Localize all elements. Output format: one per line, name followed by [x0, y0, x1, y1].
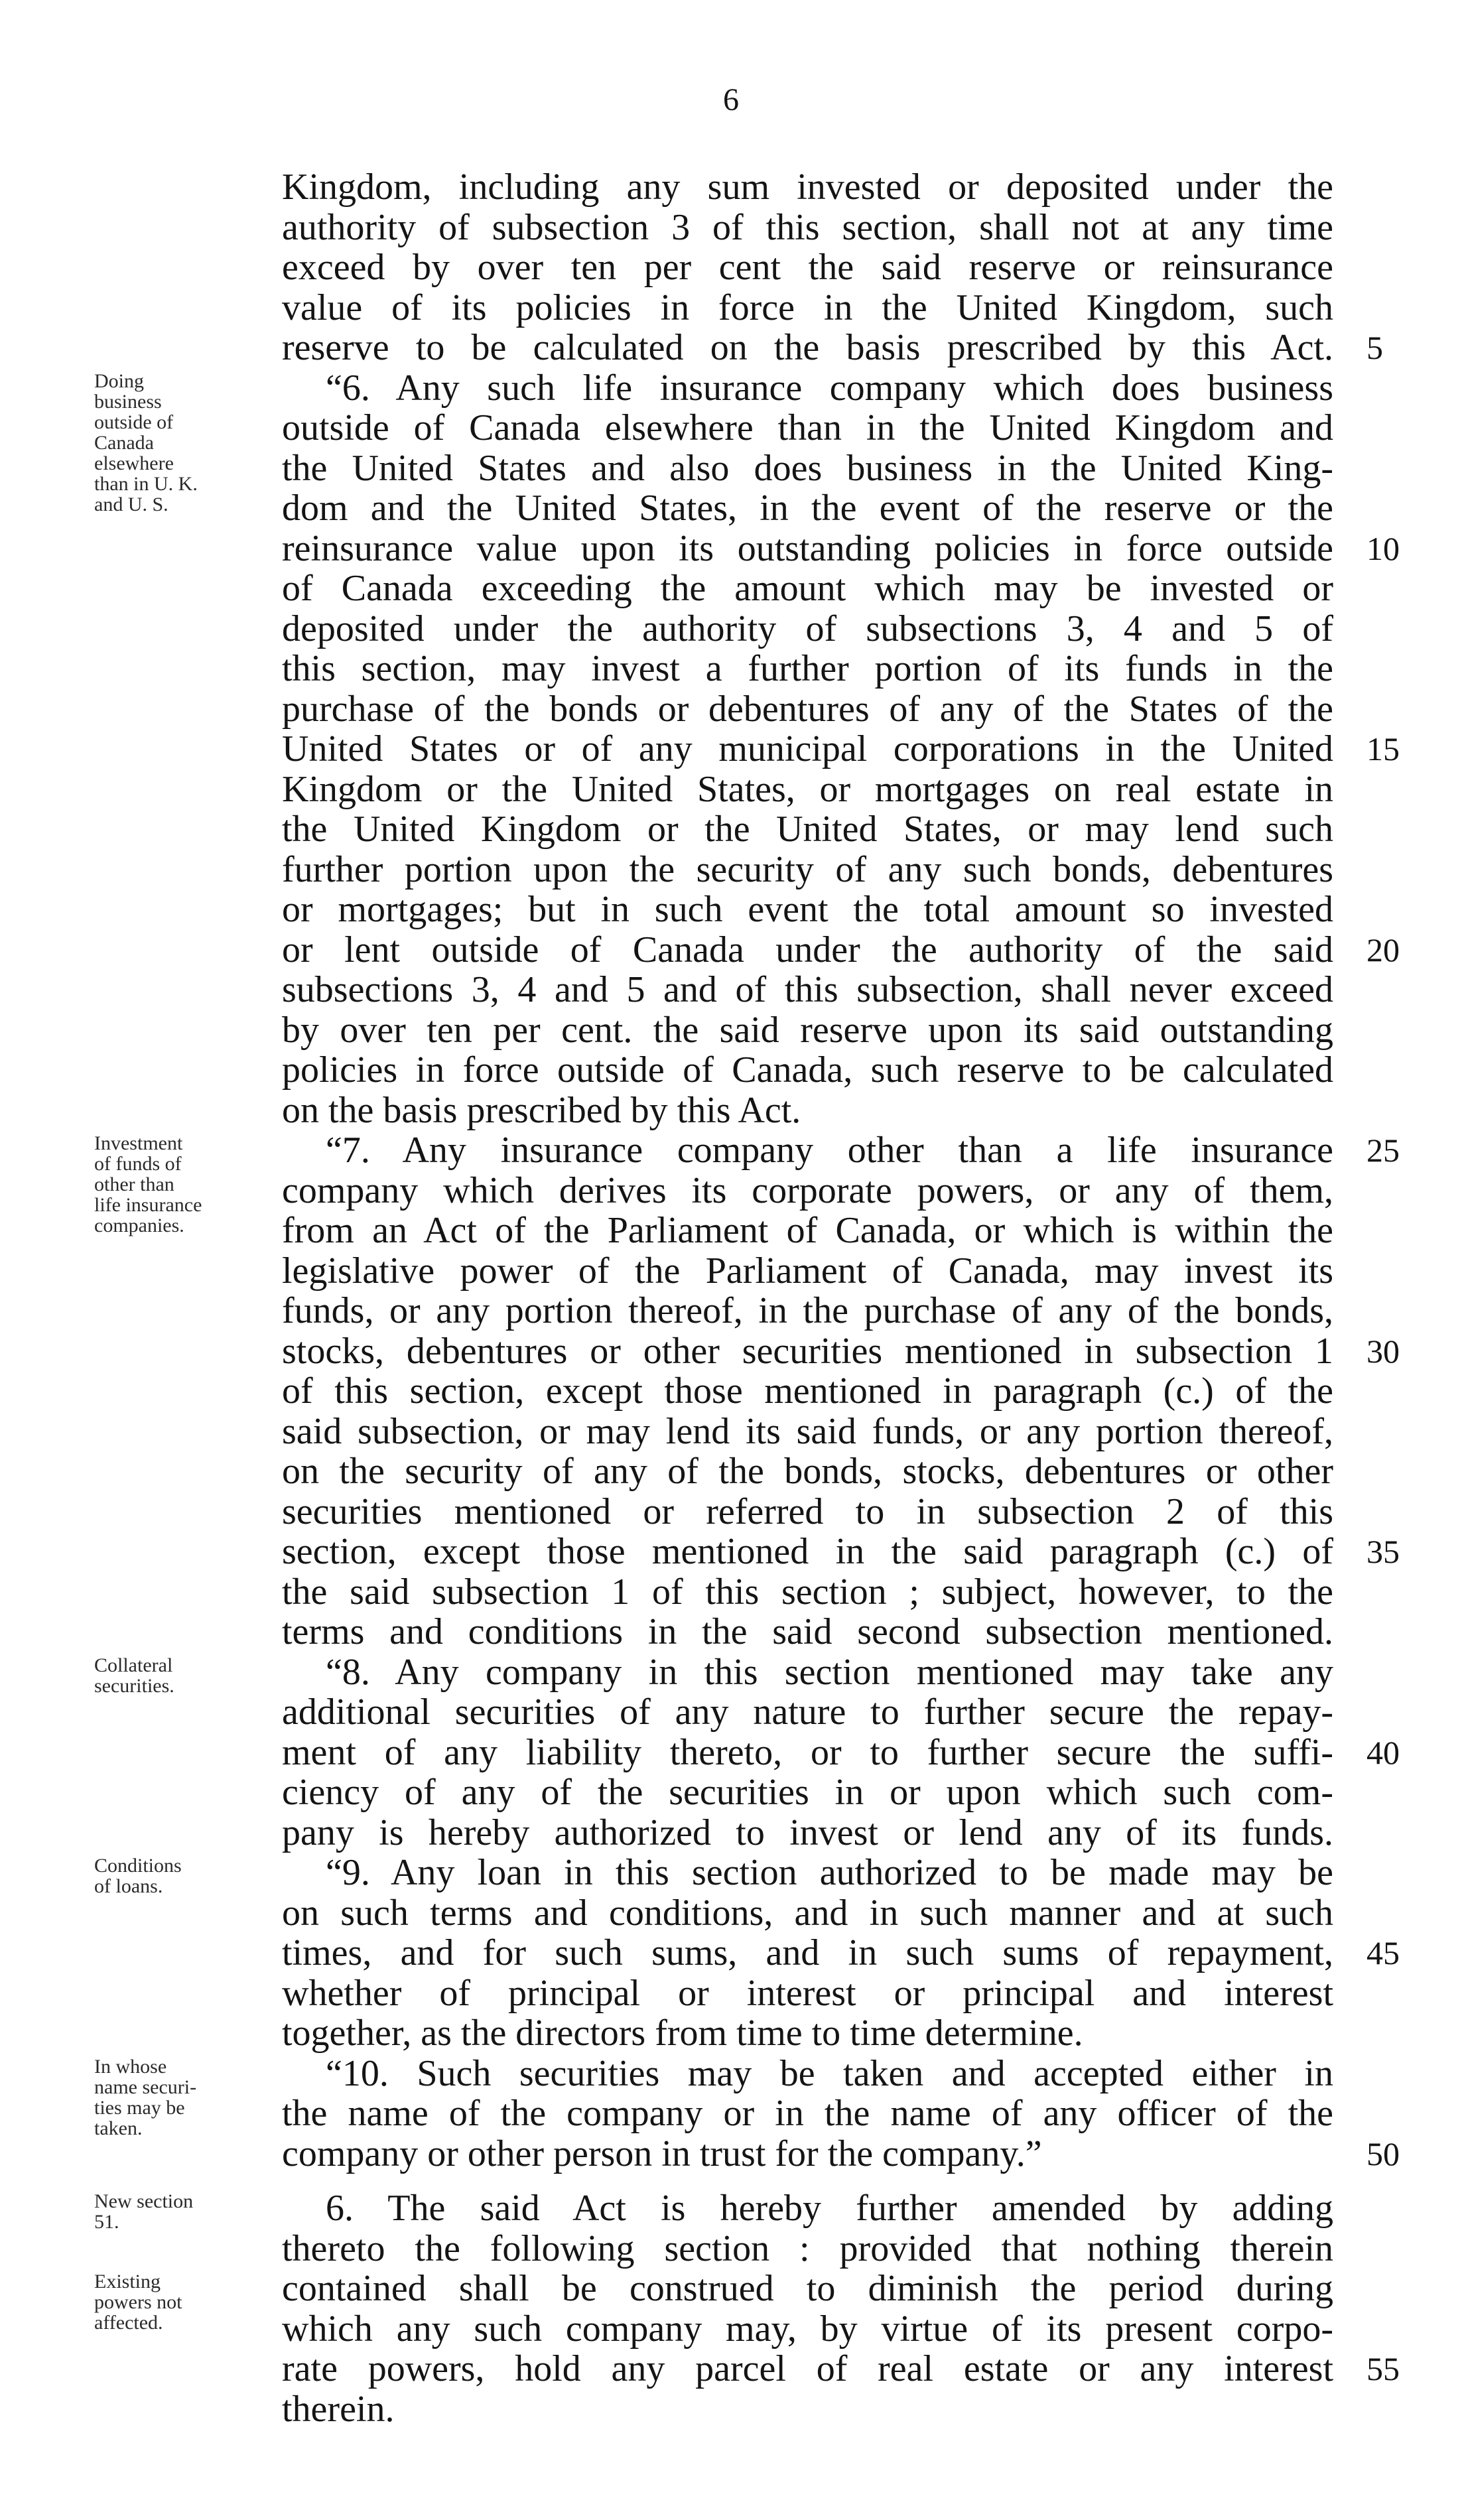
text-line: thereto the following section : provided that nothing therein [282, 2229, 1333, 2269]
line-number: 45 [1366, 1934, 1400, 1971]
margin-note-line: 51. [94, 2211, 119, 2233]
margin-note-collateral [94, 1655, 253, 1696]
text-line: by over ten per cent. the said reserve upon its said outstanding [282, 1010, 1333, 1050]
text-line: whether of principal or interest or principal and interest [282, 1973, 1333, 2013]
margin-note-line: Conditions [94, 1855, 182, 1877]
margin-note-line: other than [94, 1173, 174, 1195]
text-line: this section, may invest a further portion of its funds in the [282, 649, 1333, 689]
text-line: reserve to be calculated on the basis prescribed by this Act. [282, 328, 1333, 367]
text-line: “7. Any insurance company other than a life insurance [326, 1130, 1333, 1170]
margin-note-doing-business [94, 371, 253, 515]
margin-note-line: securities. [94, 1675, 174, 1697]
text-line: authority of subsection 3 of this section, shall not at any time [282, 208, 1333, 247]
margin-note-line: taken. [94, 2117, 143, 2139]
text-line: the United States and also does business in the United King- [282, 448, 1333, 488]
margin-note-line: Investment [94, 1132, 183, 1154]
text-line: exceed by over ten per cent the said reserve or reinsurance [282, 247, 1333, 287]
text-line: purchase of the bonds or debentures of any of the States of the [282, 689, 1333, 729]
text-line: of this section, except those mentioned in paragraph (c.) of the [282, 1371, 1333, 1411]
text-line: reinsurance value upon its outstanding policies in force outside [282, 529, 1333, 568]
text-line: from an Act of the Parliament of Canada, or which is within the [282, 1211, 1333, 1250]
margin-note-line: Canada [94, 432, 154, 454]
text-line: securities mentioned or referred to in subsection 2 of this [282, 1492, 1333, 1532]
text-line: policies in force outside of Canada, such reserve to be calculated [282, 1050, 1333, 1090]
margin-note-line: business [94, 391, 162, 413]
text-line: contained shall be construed to diminish the period during [282, 2269, 1333, 2308]
line-number: 25 [1366, 1132, 1400, 1169]
line-number: 20 [1366, 931, 1400, 968]
line-number: 35 [1366, 1533, 1400, 1570]
text-line: further portion upon the security of any such bonds, debentures [282, 850, 1333, 890]
text-line: pany is hereby authorized to invest or lend any of its funds. [282, 1813, 1333, 1853]
text-line: company which derives its corporate powers, or any of them, [282, 1171, 1333, 1211]
text-line: said subsection, or may lend its said funds, or any portion thereof, [282, 1412, 1333, 1451]
text-line: ciency of any of the securities in or upon which such com- [282, 1772, 1333, 1812]
text-line: times, and for such sums, and in such sums of repayment, [282, 1933, 1333, 1973]
margin-note-line: affected. [94, 2312, 163, 2334]
margin-note-line: of funds of [94, 1153, 182, 1175]
line-number: 55 [1366, 2350, 1400, 2387]
margin-note-conditions [94, 1855, 253, 1896]
text-line: value of its policies in force in the United Kingdom, such [282, 288, 1333, 328]
margin-note-line: Existing [94, 2271, 161, 2292]
line-number: 5 [1366, 329, 1383, 366]
margin-note-investment [94, 1133, 253, 1236]
text-line: on the security of any of the bonds, stocks, debentures or other [282, 1451, 1333, 1491]
text-line: dom and the United States, in the event of the reserve or the [282, 488, 1333, 528]
text-line: subsections 3, 4 and 5 and of this subsection, shall never exceed [282, 970, 1333, 1010]
text-line: Kingdom or the United States, or mortgages on real estate in [282, 769, 1333, 809]
margin-note-line: New section [94, 2190, 194, 2212]
margin-note-line: powers not [94, 2291, 182, 2313]
text-line: “9. Any loan in this section authorized to be made may be [326, 1853, 1333, 1892]
text-line: on such terms and conditions, and in such manner and at such [282, 1893, 1333, 1933]
text-line: or mortgages; but in such event the total amount so invested [282, 890, 1333, 929]
text-line: company or other person in trust for the company.” [282, 2134, 1042, 2174]
text-line: outside of Canada elsewhere than in the United Kingdom and [282, 408, 1333, 448]
line-number: 40 [1366, 1734, 1400, 1771]
text-line: terms and conditions in the said second subsection mentioned. [282, 1612, 1333, 1652]
text-line: of Canada exceeding the amount which may be invested or [282, 568, 1333, 608]
line-number: 30 [1366, 1333, 1400, 1370]
margin-note-line: Doing [94, 370, 144, 392]
line-number: 15 [1366, 730, 1400, 767]
page-number: 6 [723, 82, 739, 117]
margin-note-line: outside of [94, 411, 174, 433]
text-line: the name of the company or in the name of any officer of the [282, 2093, 1333, 2133]
text-line: legislative power of the Parliament of Canada, may invest its [282, 1251, 1333, 1291]
margin-note-line: Collateral [94, 1654, 173, 1676]
text-line: additional securities of any nature to further secure the repay- [282, 1692, 1333, 1732]
text-line: rate powers, hold any parcel of real estate or any interest [282, 2349, 1333, 2389]
margin-note-line: of loans. [94, 1875, 163, 1897]
text-line: or lent outside of Canada under the authority of the said [282, 930, 1333, 970]
margin-note-line: elsewhere [94, 452, 174, 474]
margin-note-line: life insurance [94, 1194, 202, 1216]
text-line: ment of any liability thereto, or to further secure the suffi- [282, 1733, 1333, 1772]
line-number: 10 [1366, 530, 1400, 567]
margin-note-line: In whose [94, 2056, 167, 2078]
text-line: the said subsection 1 of this section ; subject, however, to the [282, 1572, 1333, 1612]
text-line: stocks, debentures or other securities mentioned in subsection 1 [282, 1331, 1333, 1371]
text-line: therein. [282, 2389, 395, 2429]
text-line: section, except those mentioned in the said paragraph (c.) of [282, 1532, 1333, 1571]
margin-note-line: name securi- [94, 2076, 197, 2098]
text-line: 6. The said Act is hereby further amended by adding [326, 2188, 1333, 2228]
text-line: funds, or any portion thereof, in the purchase of any of the bonds, [282, 1291, 1333, 1331]
margin-note-new-section [94, 2191, 253, 2232]
text-line: United States or of any municipal corporations in the United [282, 729, 1333, 769]
text-line: together, as the directors from time to time determine. [282, 2013, 1083, 2053]
margin-note-line: companies. [94, 1215, 184, 1236]
text-line: on the basis prescribed by this Act. [282, 1091, 801, 1130]
text-line: which any such company may, by virtue of its present corpo- [282, 2309, 1333, 2349]
margin-note-line: ties may be [94, 2097, 185, 2119]
line-number: 50 [1366, 2135, 1400, 2172]
text-line: Kingdom, including any sum invested or deposited under the [282, 167, 1333, 207]
text-line: deposited under the authority of subsections 3, 4 and 5 of [282, 609, 1333, 649]
margin-note-existing-powers [94, 2271, 253, 2333]
margin-note-line: and U. S. [94, 494, 168, 515]
text-line: “10. Such securities may be taken and accepted either in [326, 2054, 1333, 2093]
margin-note-whose-name [94, 2056, 253, 2139]
text-line: the United Kingdom or the United States, or may lend such [282, 809, 1333, 849]
margin-note-line: than in U. K. [94, 473, 198, 495]
text-line: “8. Any company in this section mentioned may take any [326, 1652, 1333, 1692]
text-line: “6. Any such life insurance company which does business [326, 368, 1333, 408]
